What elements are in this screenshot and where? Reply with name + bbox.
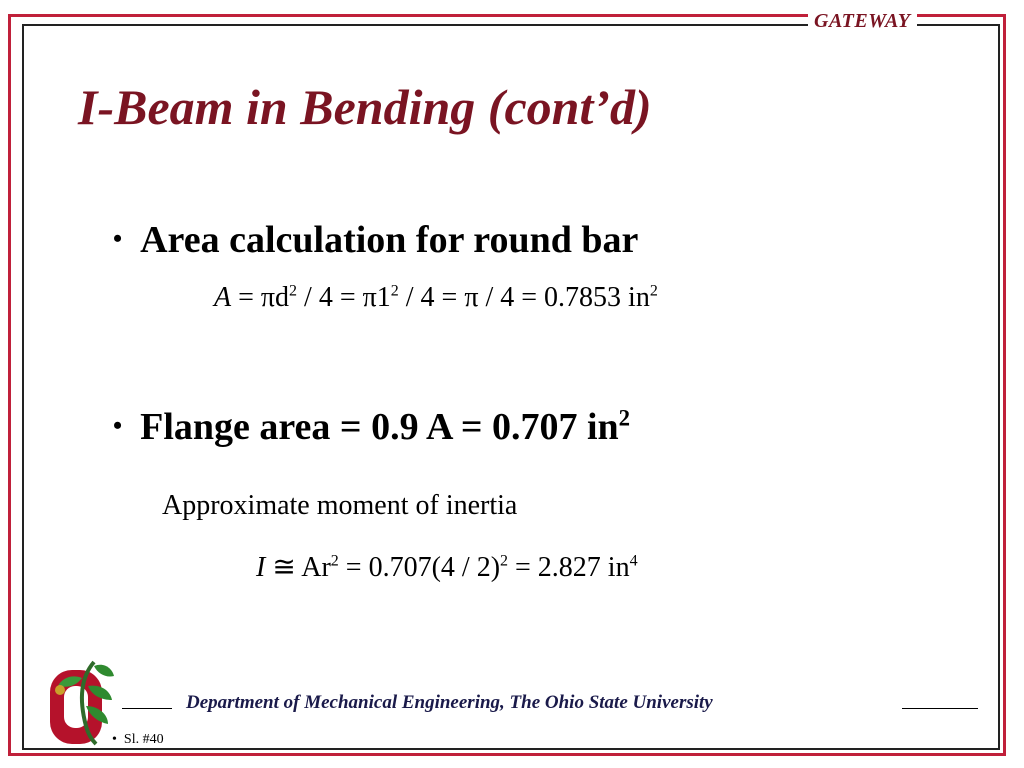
eq-area-sup1: 2: [289, 282, 298, 300]
slide-number-bullet: •: [112, 732, 117, 747]
gateway-brand: GATEWAY: [808, 10, 917, 33]
ohio-state-logo: [42, 656, 120, 748]
inertia-label: Approximate moment of inertia: [162, 490, 518, 521]
bullet-text-sup: 2: [618, 405, 631, 431]
bullet-symbol: •: [113, 224, 123, 254]
bullet-text: Area calculation for round bar: [140, 219, 639, 261]
logo-leaf: [94, 665, 114, 677]
eq-inertia-part3: = 2.827 in: [508, 552, 630, 583]
eq-area-lhs: A: [214, 282, 232, 313]
eq-inertia-part1: ≅ Ar: [265, 552, 331, 583]
bullet-symbol: •: [113, 411, 123, 441]
eq-area-part2: / 4 = π1: [297, 282, 391, 313]
eq-area-part3: / 4 = π / 4 = 0.7853 in: [398, 282, 650, 313]
eq-area-sup3: 2: [649, 282, 658, 300]
eq-area-part1: = πd: [231, 282, 290, 313]
slide-number: [112, 732, 164, 748]
eq-inertia-lhs: I: [256, 552, 266, 583]
eq-inertia-sup1: 2: [330, 552, 339, 570]
footer-rule-right: [902, 708, 978, 709]
slide-number-text: Sl. #40: [123, 732, 164, 747]
slide-title: I-Beam in Bending (cont’d): [78, 79, 652, 135]
eq-inertia-part2: = 0.707(4 / 2): [338, 552, 501, 583]
bullet-flange-area: [113, 405, 630, 449]
inertia-equation: [256, 550, 638, 584]
eq-inertia-sup3: 4: [629, 552, 638, 570]
eq-inertia-sup2: 2: [500, 552, 509, 570]
area-equation: [214, 282, 658, 314]
eq-area-sup2: 2: [390, 282, 399, 300]
footer-rule-left: [122, 708, 172, 709]
logo-buckeye-nut: [55, 685, 65, 695]
bullet-area-calculation: [113, 218, 638, 262]
footer-department: Department of Mechanical Engineering, The Ohio State University: [186, 692, 713, 713]
bullet-text: Flange area = 0.9 A = 0.707 in: [140, 406, 619, 448]
